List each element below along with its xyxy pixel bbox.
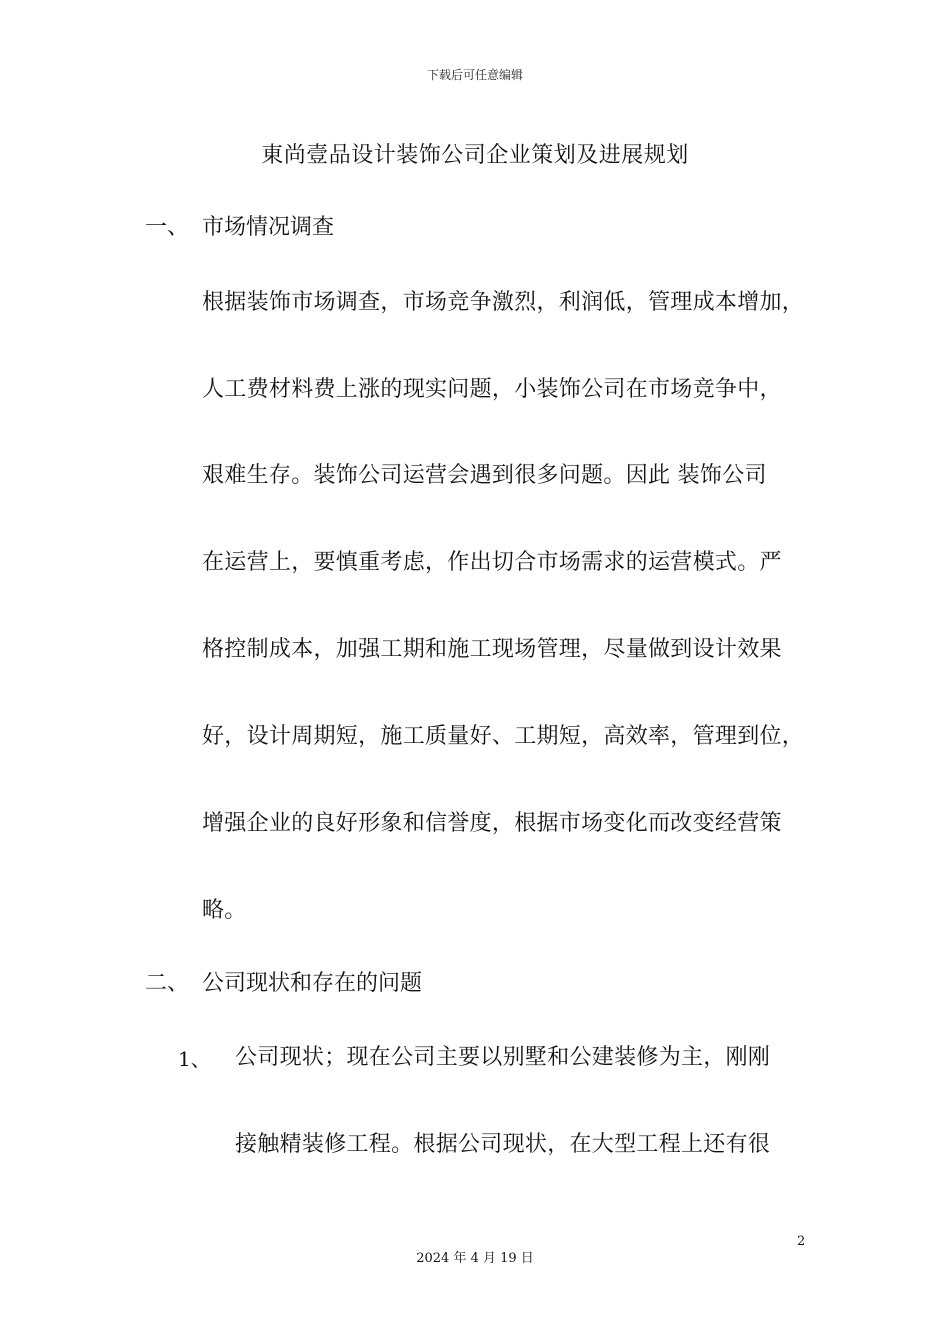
section-1-paragraph-line: 好，设计周期短，施工质量好、工期短，高效率，管理到位， [202,724,805,749]
footer-date: 2024 年 4 月 19 日 [416,1251,534,1266]
section-1-paragraph-line: 增强企业的良好形象和信誉度，根据市场变化而改变经营策 [202,811,782,836]
section-1-paragraph-line: 人工费材料费上涨的现实问题，小装饰公司在市场竞争中， [202,377,782,402]
item-1-paragraph-line: 接触精装修工程。根据公司现状，在大型工程上还有很 [235,1132,771,1157]
item-1-marker: 1、 [178,1047,211,1071]
section-1-heading: 市场情况调查 [202,215,335,240]
page-number: 2 [797,1234,806,1249]
section-1-paragraph-line: 格控制成本，加强工期和施工现场管理，尽量做到设计效果 [202,637,782,662]
header-note: 下载后可任意编辑 [426,68,523,82]
section-1-marker: 一、 [145,215,190,240]
section-2-marker: 二、 [145,971,190,996]
section-1-paragraph-line: 略。 [202,898,247,923]
item-1-paragraph-line: 公司现状；现在公司主要以别墅和公建装修为主，刚刚 [235,1045,771,1070]
section-2-heading: 公司现状和存在的问题 [202,971,423,996]
section-1-paragraph-line: 根据装饰市场调查，市场竞争激烈，利润低，管理成本增加， [202,290,805,315]
document-title: 東尚壹品设计装饰公司企业策划及进展规划 [261,143,689,168]
section-1-paragraph-line: 艰难生存。装饰公司运营会遇到很多问题。因此 装饰公司 [202,463,767,488]
section-1-paragraph-line: 在运营上，要慎重考虑，作出切合市场需求的运营模式。严 [202,550,782,575]
